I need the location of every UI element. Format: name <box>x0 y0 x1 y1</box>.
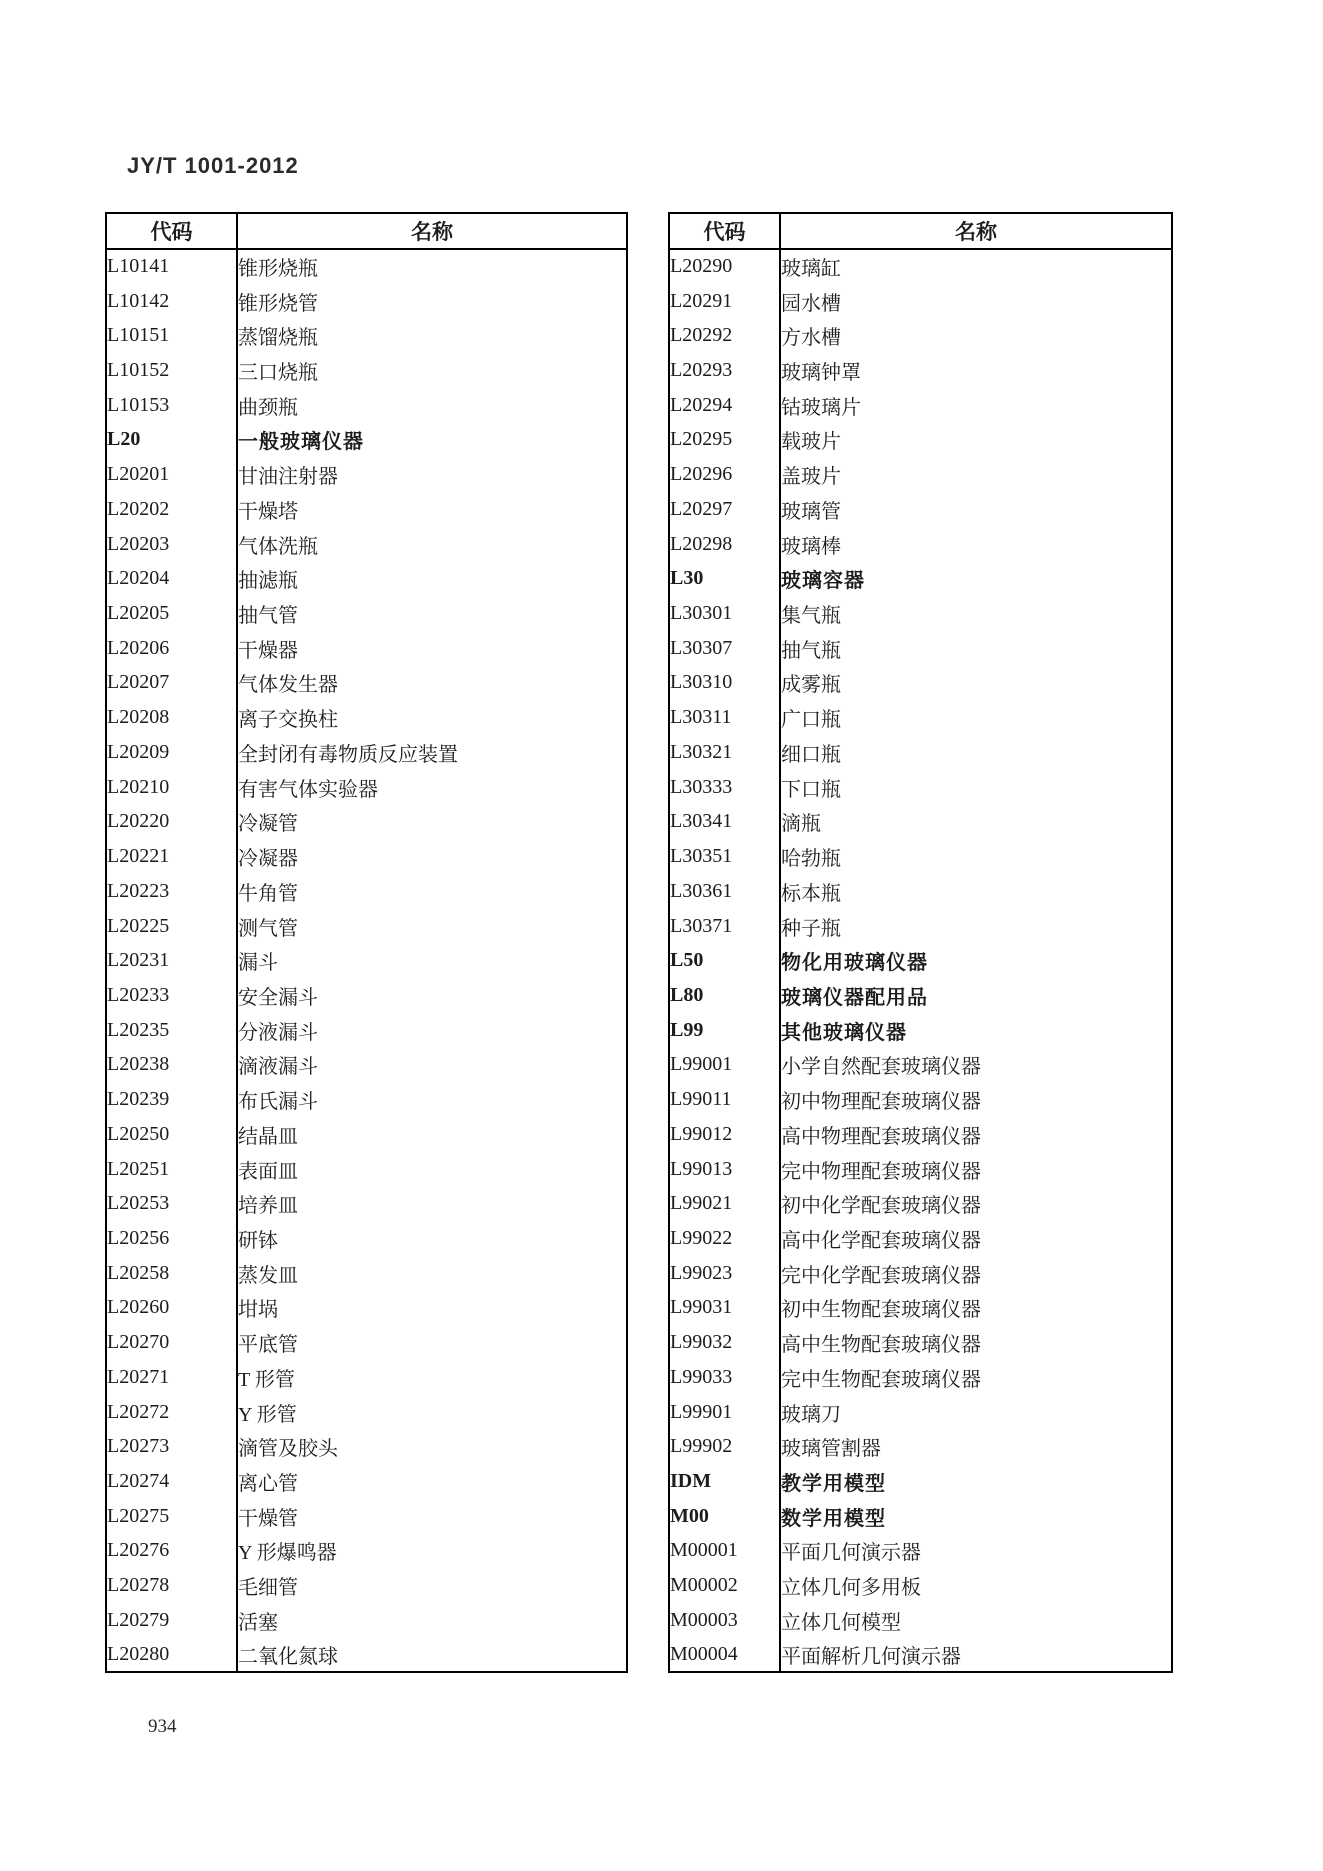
code-cell: M00004 <box>669 1638 780 1673</box>
code-cell: L20271 <box>106 1360 237 1395</box>
name-cell: 离心管 <box>238 1473 298 1496</box>
table-row <box>669 839 1172 874</box>
table-row <box>669 1395 1172 1430</box>
code-cell: L99 <box>669 1013 780 1048</box>
table-row <box>106 1186 627 1221</box>
name-cell: 钴玻璃片 <box>781 396 861 419</box>
code-cell: L20210 <box>106 770 237 805</box>
table-row <box>669 805 1172 840</box>
name-cell: 标本瓶 <box>781 882 841 905</box>
name-cell: 坩埚 <box>238 1299 278 1322</box>
table-row <box>106 1013 627 1048</box>
table-row <box>106 1395 627 1430</box>
table-row <box>106 909 627 944</box>
code-cell: L99033 <box>669 1360 780 1395</box>
name-cell: 漏斗 <box>238 952 278 975</box>
name-cell: 高中化学配套玻璃仪器 <box>781 1229 981 1252</box>
table-row <box>106 874 627 909</box>
code-table-left-container <box>105 212 628 1672</box>
code-cell: L20276 <box>106 1534 237 1569</box>
code-column-header: 代码 <box>106 213 237 249</box>
code-cell: L20233 <box>106 978 237 1013</box>
table-row <box>106 284 627 319</box>
name-cell: 广口瓶 <box>781 709 841 732</box>
code-cell: L10141 <box>106 249 237 284</box>
code-cell: L20202 <box>106 492 237 527</box>
name-cell: 玻璃缸 <box>781 258 841 281</box>
code-cell: L99022 <box>669 1221 780 1256</box>
code-cell: L20209 <box>106 735 237 770</box>
code-cell: L10142 <box>106 284 237 319</box>
code-cell: L30307 <box>669 631 780 666</box>
name-cell: Y 形管 <box>238 1403 297 1426</box>
page-number: 934 <box>148 1716 177 1737</box>
code-cell: M00003 <box>669 1603 780 1638</box>
code-cell: L30301 <box>669 596 780 631</box>
code-cell: L20296 <box>669 457 780 492</box>
table-row <box>669 874 1172 909</box>
table-row <box>106 770 627 805</box>
name-cell: 抽气管 <box>238 605 298 628</box>
code-cell: L20297 <box>669 492 780 527</box>
code-cell: L20298 <box>669 527 780 562</box>
name-cell: 立体几何多用板 <box>781 1577 921 1600</box>
name-cell: 下口瓶 <box>781 778 841 801</box>
name-cell: 高中生物配套玻璃仪器 <box>781 1334 981 1357</box>
code-cell: IDM <box>669 1464 780 1499</box>
name-cell: 完中物理配套玻璃仪器 <box>781 1160 981 1183</box>
table-row <box>106 1568 627 1603</box>
table-row <box>106 1638 627 1673</box>
code-cell: L30311 <box>669 700 780 735</box>
table-row <box>669 735 1172 770</box>
table-row <box>669 284 1172 319</box>
table-row <box>669 631 1172 666</box>
table-row <box>106 1221 627 1256</box>
table-row <box>669 527 1172 562</box>
name-cell: 种子瓶 <box>781 917 841 940</box>
name-cell: 玻璃钟罩 <box>781 362 861 385</box>
table-row <box>669 492 1172 527</box>
code-cell: L30371 <box>669 909 780 944</box>
name-cell: 甘油注射器 <box>238 466 338 489</box>
code-cell: L20273 <box>106 1429 237 1464</box>
table-row <box>106 978 627 1013</box>
table-row <box>106 1603 627 1638</box>
table-row <box>669 1082 1172 1117</box>
name-cell: 滴瓶 <box>781 813 821 836</box>
table-row <box>669 770 1172 805</box>
code-cell: L30321 <box>669 735 780 770</box>
table-row <box>106 1082 627 1117</box>
table-header-row <box>669 213 1172 249</box>
code-cell: L99013 <box>669 1152 780 1187</box>
table-row <box>669 1291 1172 1326</box>
table-row <box>106 1152 627 1187</box>
name-cell: 平面几何演示器 <box>781 1542 921 1565</box>
table-row <box>669 978 1172 1013</box>
table-row <box>106 1499 627 1534</box>
table-row <box>669 1638 1172 1673</box>
code-cell: L99031 <box>669 1291 780 1326</box>
name-cell: 培养皿 <box>238 1195 298 1218</box>
code-cell: L20251 <box>106 1152 237 1187</box>
name-cell: 表面皿 <box>238 1160 298 1183</box>
code-cell: L30351 <box>669 839 780 874</box>
code-cell: L20293 <box>669 353 780 388</box>
code-cell: M00 <box>669 1499 780 1534</box>
name-cell: 抽气瓶 <box>781 639 841 662</box>
table-row <box>669 1186 1172 1221</box>
code-cell: L20292 <box>669 318 780 353</box>
code-cell: L99021 <box>669 1186 780 1221</box>
table-row <box>106 1534 627 1569</box>
code-table-right-container <box>668 212 1173 1672</box>
code-cell: L30333 <box>669 770 780 805</box>
name-cell: 锥形烧瓶 <box>238 258 318 281</box>
table-row <box>106 1048 627 1083</box>
name-cell: 气体发生器 <box>238 674 338 697</box>
name-cell: 数学用模型 <box>781 1507 886 1530</box>
table-row <box>669 388 1172 423</box>
name-cell: 小学自然配套玻璃仪器 <box>781 1056 981 1079</box>
name-cell: 有害气体实验器 <box>238 778 378 801</box>
table-row <box>106 1325 627 1360</box>
table-row <box>106 527 627 562</box>
table-row <box>669 1499 1172 1534</box>
code-cell: L30361 <box>669 874 780 909</box>
name-cell: 冷凝器 <box>238 848 298 871</box>
table-row <box>106 457 627 492</box>
name-cell: 离子交换柱 <box>238 709 338 732</box>
code-cell: L20291 <box>669 284 780 319</box>
table-row <box>669 1464 1172 1499</box>
code-cell: L20221 <box>106 839 237 874</box>
code-cell: L30310 <box>669 666 780 701</box>
code-cell: L99012 <box>669 1117 780 1152</box>
code-cell: L50 <box>669 943 780 978</box>
name-cell: 蒸发皿 <box>238 1264 298 1287</box>
table-row <box>106 1360 627 1395</box>
code-cell: L20279 <box>106 1603 237 1638</box>
code-cell: L20260 <box>106 1291 237 1326</box>
name-cell: 滴管及胶头 <box>238 1438 338 1461</box>
table-row <box>106 1464 627 1499</box>
table-row <box>669 318 1172 353</box>
name-cell: 研钵 <box>238 1229 278 1252</box>
code-cell: L30341 <box>669 805 780 840</box>
code-cell: L20223 <box>106 874 237 909</box>
code-cell: M00001 <box>669 1534 780 1569</box>
table-row <box>106 631 627 666</box>
table-row <box>106 388 627 423</box>
name-cell: 毛细管 <box>238 1577 298 1600</box>
table-row <box>669 909 1172 944</box>
name-cell: 冷凝管 <box>238 813 298 836</box>
name-cell: 锥形烧管 <box>238 292 318 315</box>
code-cell: L99023 <box>669 1256 780 1291</box>
table-row <box>669 1117 1172 1152</box>
table-row <box>669 353 1172 388</box>
code-table-left <box>105 212 628 1673</box>
table-row <box>669 423 1172 458</box>
table-row <box>106 492 627 527</box>
code-cell: L20203 <box>106 527 237 562</box>
table-row <box>106 1117 627 1152</box>
code-cell: L20208 <box>106 700 237 735</box>
name-cell: 干燥塔 <box>238 500 298 523</box>
code-cell: L20250 <box>106 1117 237 1152</box>
code-cell: L99901 <box>669 1395 780 1430</box>
name-cell: 玻璃管割器 <box>781 1438 881 1461</box>
table-row <box>106 805 627 840</box>
name-column-header: 名称 <box>780 213 1172 249</box>
code-cell: L20207 <box>106 666 237 701</box>
table-row <box>106 735 627 770</box>
name-cell: 园水槽 <box>781 292 841 315</box>
code-cell: L20280 <box>106 1638 237 1673</box>
code-cell: L20253 <box>106 1186 237 1221</box>
code-cell: L80 <box>669 978 780 1013</box>
table-row <box>106 353 627 388</box>
name-cell: Y 形爆鸣器 <box>238 1542 337 1565</box>
name-cell: 布氏漏斗 <box>238 1091 318 1114</box>
code-cell: L20201 <box>106 457 237 492</box>
name-cell: 平面解析几何演示器 <box>781 1646 961 1669</box>
table-row <box>106 561 627 596</box>
code-cell: L99902 <box>669 1429 780 1464</box>
table-row <box>669 1221 1172 1256</box>
table-row <box>669 700 1172 735</box>
table-row <box>669 1152 1172 1187</box>
name-cell: 完中生物配套玻璃仪器 <box>781 1368 981 1391</box>
code-cell: L20258 <box>106 1256 237 1291</box>
table-row <box>669 1603 1172 1638</box>
name-cell: 分液漏斗 <box>238 1021 318 1044</box>
code-cell: L20206 <box>106 631 237 666</box>
table-row <box>669 1256 1172 1291</box>
name-cell: 三口烧瓶 <box>238 362 318 385</box>
name-cell: 玻璃棒 <box>781 535 841 558</box>
table-row <box>106 423 627 458</box>
code-cell: L20290 <box>669 249 780 284</box>
table-row <box>669 1360 1172 1395</box>
code-cell: L99011 <box>669 1082 780 1117</box>
name-cell: 二氧化氮球 <box>238 1646 338 1669</box>
name-cell: 玻璃仪器配用品 <box>781 986 928 1009</box>
name-column-header: 名称 <box>237 213 627 249</box>
table-row <box>106 839 627 874</box>
name-cell: 载玻片 <box>781 431 841 454</box>
code-cell: L20256 <box>106 1221 237 1256</box>
table-header-row <box>106 213 627 249</box>
table-row <box>106 1429 627 1464</box>
code-cell: L20235 <box>106 1013 237 1048</box>
code-cell: L20220 <box>106 805 237 840</box>
code-cell: L20239 <box>106 1082 237 1117</box>
name-cell: 滴液漏斗 <box>238 1056 318 1079</box>
name-cell: 活塞 <box>238 1611 278 1634</box>
table-row <box>106 1291 627 1326</box>
code-cell: L20295 <box>669 423 780 458</box>
table-row <box>669 1013 1172 1048</box>
name-cell: 测气管 <box>238 917 298 940</box>
name-cell: 初中生物配套玻璃仪器 <box>781 1299 981 1322</box>
name-cell: 平底管 <box>238 1334 298 1357</box>
code-cell: L30 <box>669 561 780 596</box>
name-cell: 方水槽 <box>781 327 841 350</box>
table-row <box>669 943 1172 978</box>
table-row <box>669 666 1172 701</box>
table-row <box>106 249 627 284</box>
name-cell: 抽滤瓶 <box>238 570 298 593</box>
code-cell: L20278 <box>106 1568 237 1603</box>
code-cell: L99001 <box>669 1048 780 1083</box>
name-cell: 哈勃瓶 <box>781 848 841 871</box>
name-cell: 完中化学配套玻璃仪器 <box>781 1264 981 1287</box>
standard-number-title: JY/T 1001-2012 <box>127 153 299 178</box>
table-row <box>106 943 627 978</box>
table-row <box>669 249 1172 284</box>
code-cell: L10151 <box>106 318 237 353</box>
name-cell: 曲颈瓶 <box>238 396 298 419</box>
name-cell: 成雾瓶 <box>781 674 841 697</box>
name-cell: 初中物理配套玻璃仪器 <box>781 1091 981 1114</box>
name-cell: 集气瓶 <box>781 605 841 628</box>
name-cell: 安全漏斗 <box>238 986 318 1009</box>
name-cell: 牛角管 <box>238 882 298 905</box>
table-row <box>669 1534 1172 1569</box>
table-row <box>669 1429 1172 1464</box>
code-cell: L20275 <box>106 1499 237 1534</box>
code-cell: L20 <box>106 423 237 458</box>
code-cell: L20231 <box>106 943 237 978</box>
name-cell: 立体几何模型 <box>781 1611 901 1634</box>
name-cell: 蒸馏烧瓶 <box>238 327 318 350</box>
table-row <box>106 596 627 631</box>
name-cell: 一般玻璃仪器 <box>238 431 364 454</box>
table-row <box>669 596 1172 631</box>
table-row <box>669 561 1172 596</box>
name-cell: 高中物理配套玻璃仪器 <box>781 1125 981 1148</box>
table-row <box>669 1568 1172 1603</box>
name-cell: 细口瓶 <box>781 743 841 766</box>
name-cell: 干燥器 <box>238 639 298 662</box>
code-cell: L20294 <box>669 388 780 423</box>
table-row <box>669 1325 1172 1360</box>
name-cell: 玻璃容器 <box>781 570 865 593</box>
code-cell: L20204 <box>106 561 237 596</box>
name-cell: 盖玻片 <box>781 466 841 489</box>
code-cell: L20225 <box>106 909 237 944</box>
name-cell: 初中化学配套玻璃仪器 <box>781 1195 981 1218</box>
code-cell: L20272 <box>106 1395 237 1430</box>
name-cell: 玻璃刀 <box>781 1403 841 1426</box>
code-cell: L20205 <box>106 596 237 631</box>
table-row <box>669 1048 1172 1083</box>
name-cell: 物化用玻璃仪器 <box>781 952 928 975</box>
name-cell: 干燥管 <box>238 1507 298 1530</box>
code-cell: L10153 <box>106 388 237 423</box>
name-cell: T 形管 <box>238 1368 295 1391</box>
code-cell: L10152 <box>106 353 237 388</box>
code-cell: L20238 <box>106 1048 237 1083</box>
code-table-right <box>668 212 1173 1673</box>
code-cell: M00002 <box>669 1568 780 1603</box>
name-cell: 全封闭有毒物质反应装置 <box>238 743 458 766</box>
code-cell: L20270 <box>106 1325 237 1360</box>
name-cell: 气体洗瓶 <box>238 535 318 558</box>
table-row <box>106 700 627 735</box>
table-row <box>106 318 627 353</box>
code-column-header: 代码 <box>669 213 780 249</box>
table-row <box>106 666 627 701</box>
name-cell: 其他玻璃仪器 <box>781 1021 907 1044</box>
name-cell: 结晶皿 <box>238 1125 298 1148</box>
table-row <box>106 1256 627 1291</box>
name-cell: 玻璃管 <box>781 500 841 523</box>
code-cell: L99032 <box>669 1325 780 1360</box>
name-cell: 教学用模型 <box>781 1473 886 1496</box>
code-cell: L20274 <box>106 1464 237 1499</box>
table-row <box>669 457 1172 492</box>
